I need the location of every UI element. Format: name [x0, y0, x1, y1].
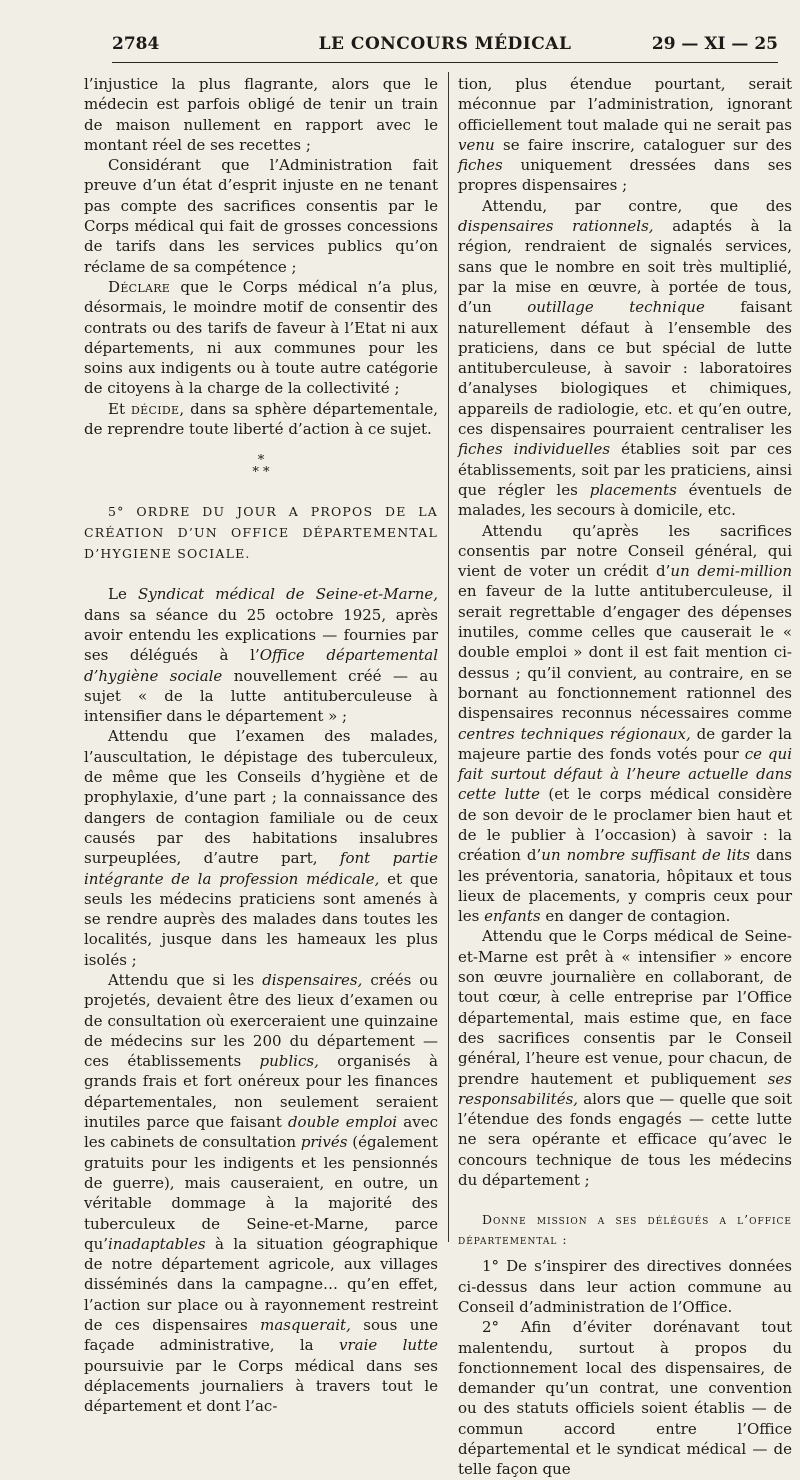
- paragraph: Attendu que le Corps médical de Seine-et-Marne est prêt à « intensifier » encore son œuvre journalière en collaborant, de tout cœur, à celle entreprise par l’Office départemental, mais estime que, en face des sacrifices consentis par le Conseil général, l’heure est venue, pour chacun, de prendre hautement et publiquement ses responsabilités, alors que — quelle que soit l’étendue des fonds engagés — cette lutte ne sera opérante et efficace qu’avec le concours technique de tous les médecins du département ;: [458, 927, 792, 1190]
- section-heading: 5° ORDRE DU JOUR A PROPOS DE LA CRÉATION D’UN OFFICE DÉPARTEMENTAL D’HYGIENE SOCIALE.: [84, 504, 438, 562]
- lead-word: Déclare: [108, 277, 171, 296]
- paragraph: Attendu, par contre, que des dispensaires rationnels, adaptés à la région, rendraient de signalés services, sans que le nombre en soit très multiplié, par la mise en œuvre, à portée de tous, d’un outillage technique faisant naturellement défaut à l’ensemble des praticiens, dans ce but spécial de lutte antituberculeuse, à savoir : laboratoires d’analyses biologiques et chimiques, appareils de radiologie, etc. et qu’en outre, ces dispensaires pourraient centraliser les fiches individuelles établies soit par ces établissements, soit par les praticiens, ainsi que régler les placements éventuels de malades, les secours à domicile, etc.: [458, 196, 793, 520]
- paragraph: Considérant que l’Administration fait preuve d’un état d’esprit injuste en ne tenant pas compte des sacrifices consentis par le Corps médical qui fait de grosses concessions de tarifs dans les services publics qu’on réclame de sa compétence ;: [84, 156, 438, 276]
- right-column: [458, 74, 792, 1480]
- paragraph: Et décide, dans sa sphère départementale, de reprendre toute liberté d’action à ce sujet.: [84, 399, 439, 439]
- paragraph: 2° Afin d’éviter dorénavant tout malentendu, surtout à propos du fonctionnement local des dispensaires, de demander qu’un contrat, une convention ou des statuts officiels soient établis — de commun accord entre l’Office départemental et le syndicat médical — de telle façon que: [458, 1318, 792, 1479]
- paragraph: Attendu que l’examen des malades, l’auscultation, le dépistage des tuberculeux, de même que les Conseils d’hygiène et de prophylaxie, d’une part ; la connaissance des dangers de contagion familiale ou de ceux causés par des habitations insalubres surpeuplées, d’autre part, font partie intégrante de la profession médicale, et que seuls les médecins praticiens sont amenés à se rendre auprès des malades dans toutes les localités, jusque dans les hameaux les plus isolés ;: [84, 727, 438, 969]
- column-divider: [448, 72, 449, 1242]
- paragraph: l’injustice la plus flagrante, alors que le médecin est parfois obligé de tenir un train de maison nullement en rapport avec le montant réel de ses recettes ;: [84, 75, 438, 154]
- paragraph: Déclare que le Corps médical n’a plus, désormais, le moindre motif de consentir des contrats ou des tarifs de faveur à l’Etat ni aux départements, ni aux communes pour les soins aux indigents ou à toute autre catégorie de citoyens à la charge de la collectivité ;: [84, 277, 438, 398]
- paragraph: Attendu que si les dispensaires, créés ou projetés, devaient être des lieux d’examen ou de consultation où exerceraient une quinzaine de médecins sur les 200 du département — ces établissements publics, organisés à grands frais et fort onéreux pour les finances départementales, non seulement seraient inutiles parce que faisant double emploi avec les cabinets de consultation privés (également gratuits pour les indigents et les pensionnés de guerre), mais causeraient, en outre, un véritable dommage à la majorité des tuberculeux de Seine-et-Marne, parce qu’inadaptables à la situation géographique de notre département agricole, aux villages disséminés dans la campagne… qu’en effet, l’action sur place ou à rayonnement restreint de ces dispensaires masquerait, sous une façade administrative, la vraie lutte poursuivie par le Corps médical dans ses déplacements journaliers à travers tout le département et dont l’ac-: [84, 970, 439, 1416]
- running-header: [112, 34, 778, 60]
- issue-date: 29 — XI — 25: [651, 34, 778, 54]
- lead-word: décide: [131, 399, 180, 418]
- page-number: 2784: [112, 34, 160, 54]
- header-rule: [112, 62, 778, 63]
- asterism: * * *: [252, 453, 270, 481]
- paragraph: tion, plus étendue pourtant, serait méconnue par l’administration, ignorant officiellement tout malade qui ne serait pas venu se faire inscrire, cataloguer sur des fiches uniquement dressées dans ses propres dispensaires ;: [458, 75, 792, 195]
- mission-heading: Donne mission a ses délégués a l’office départemental :: [458, 1212, 792, 1248]
- paragraph: 1° De s’inspirer des directives données ci-dessus dans leur action commune au Conseil d’administration de l’Office.: [458, 1257, 792, 1316]
- left-column: [84, 74, 438, 1417]
- paragraph: Le Syndicat médical de Seine-et-Marne, dans sa séance du 25 octobre 1925, après avoir entendu les explications — fournies par ses délégués à l’Office départemental d’hygiène sociale nouvellement créé — au sujet « de la lutte antituberculeuse à intensifier dans le département » ;: [84, 585, 438, 726]
- journal-title: LE CONCOURS MÉDICAL: [318, 34, 572, 54]
- paragraph: Attendu qu’après les sacrifices consentis par notre Conseil général, qui vient de voter un crédit d’un demi-million en faveur de la lutte antituberculeuse, il serait regrettable d’engager des dépenses inutiles, comme celles que causerait le « double emploi » dont il est fait mention ci-dessus ; qu’il convient, au contraire, en se bornant au fonctionnement rationnel des dispensaires reconnus nécessaires comme centres techniques régionaux, de garder la majeure partie des fonds votés pour ce qui fait surtout défaut à l’heure actuelle dans cette lutte (et le corps médical considère de son devoir de le proclamer bien haut et de le publier à l’occasion) à savoir : la création d’un nombre suffisant de lits dans les préventoria, sanatoria, hôpitaux et tous lieux de placements, y compris ceux pour les enfants en danger de contagion.: [458, 521, 792, 926]
